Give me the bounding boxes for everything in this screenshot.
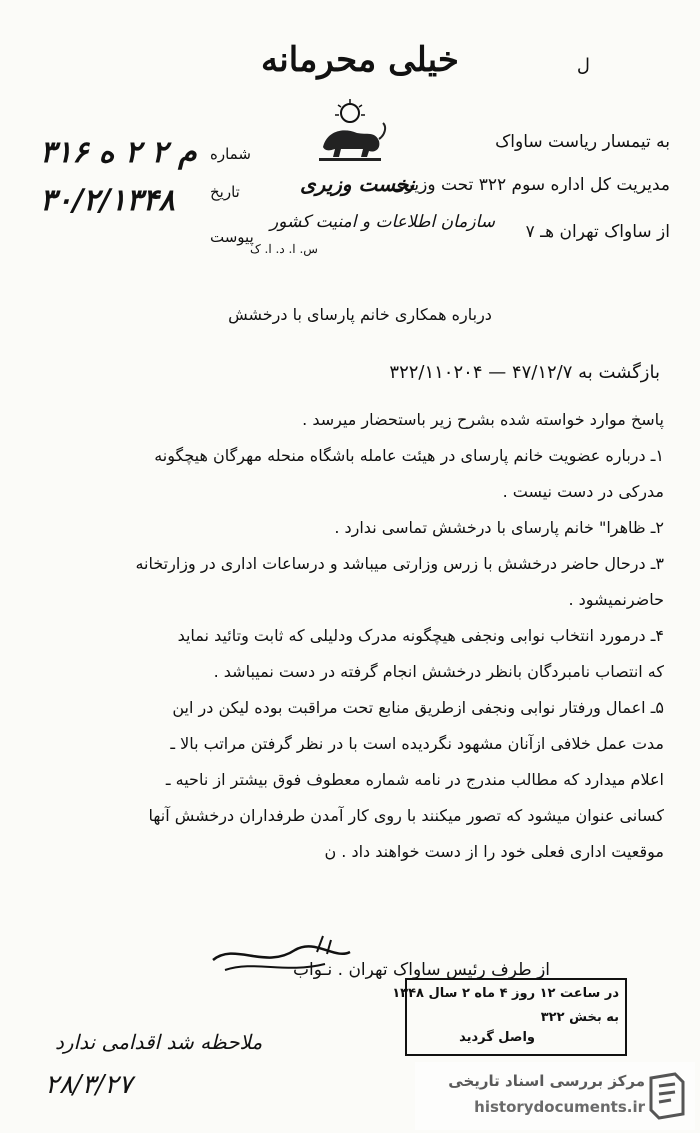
- subject-line: درباره همکاری خانم پارسای با درخشش: [228, 305, 492, 324]
- handwritten-note: ملاحظه شد اقدامی ندارد: [55, 1030, 263, 1054]
- body-line: مدت عمل خلافی ازآنان مشهود نگردیده است با در نظر گرفتن مراتب بالا ـ: [170, 734, 664, 753]
- body-line: ۲ـ ظاهرا" خانم پارسای با درخشش تماسی ندارد .: [334, 518, 664, 537]
- address-line-1: به تیمسار ریاست ساواک: [495, 132, 670, 152]
- ministry-line: نخست وزیری: [300, 172, 415, 196]
- stamp-line-2: به بخش ۳۲۲: [540, 1010, 619, 1025]
- classification-title: خیلی محرمانه: [261, 40, 459, 80]
- body-line: که انتصاب نامبردگان بانظر درخشش انجام گرفته در دست نمیباشد .: [213, 662, 664, 681]
- handwritten-date: ۲۸/۳/۲۷: [45, 1070, 133, 1100]
- body-line: ۱ـ درباره عضویت خانم پارسای در هیئت عامله باشگاه منحله مهرگان هیچگونه: [154, 446, 664, 465]
- body-line: مدرکی در دست نیست .: [502, 482, 664, 501]
- lion-and-sun-emblem-icon: [305, 95, 395, 165]
- body-line: ۴ـ درمورد انتخاب نوابی ونجفی هیچگونه مدرک ودلیلی که ثابت وتائید نماید: [177, 626, 664, 645]
- number-label: شماره: [210, 145, 251, 163]
- address-line-3: از ساواک تهران هـ ۷: [525, 222, 670, 242]
- body-line: حاضرنمیشود .: [568, 590, 664, 609]
- org-code: س. ا. د. ا. ک: [250, 242, 318, 256]
- attachment-label: پیوست: [210, 228, 254, 246]
- org-name: سازمان اطلاعات و امنیت کشور: [270, 212, 495, 232]
- corner-mark: ل: [576, 55, 590, 76]
- number-value: ۳۱۶ م ۲ ۲ ه: [40, 135, 197, 170]
- body-line: ۵ـ اعمال ورفتار نوابی ونجفی ازطریق منابع تحت مراقبت بوده لیکن در این: [172, 698, 664, 717]
- body-line: کسانی عنوان میشود که تصور میکنند با روی کار آمدن طرفداران درخشش آنها: [148, 806, 664, 825]
- stamp-line-3: واصل گردید: [459, 1030, 535, 1045]
- body-line: اعلام میدارد که مطالب مندرج در نامه شماره معطوف فوق بیشتر از ناحیه ـ: [165, 770, 664, 789]
- date-value: ۳۰/۲/۱۳۴۸: [40, 183, 175, 218]
- signature-line: از طرف رئیس ساواک تهران . نـواب: [293, 960, 550, 980]
- address-line-2: مدیریت کل اداره سوم ۳۲۲ تحت وزیری: [391, 175, 670, 195]
- body-line: پاسخ موارد خواسته شده بشرح زیر باستحضار میرسد .: [302, 410, 664, 429]
- archive-logo-icon: [645, 1072, 689, 1120]
- stamp-line-1: در ساعت ۱۲ روز ۴ ماه ۲ سال ۱۳۴۸: [392, 986, 619, 1001]
- date-label: تاریخ: [210, 183, 240, 201]
- watermark-logo: [415, 1062, 695, 1130]
- reference-line: بازگشت به ۴۷/۱۲/۷ — ۳۲۲/۱۱۰۲۰۴: [389, 362, 660, 383]
- body-line: ۳ـ درحال حاضر درخشش با زرس وزارتی میباشد و درساعات اداری در وزارتخانه: [135, 554, 664, 573]
- body-line: موقعیت اداری فعلی خود را از دست خواهند داد . ن: [324, 842, 664, 861]
- receipt-stamp: [392, 978, 627, 1056]
- letter-body: [24, 402, 664, 870]
- watermark-site: historydocuments.ir: [474, 1098, 645, 1116]
- watermark-name: مرکز بررسی اسناد تاریخی: [448, 1072, 645, 1090]
